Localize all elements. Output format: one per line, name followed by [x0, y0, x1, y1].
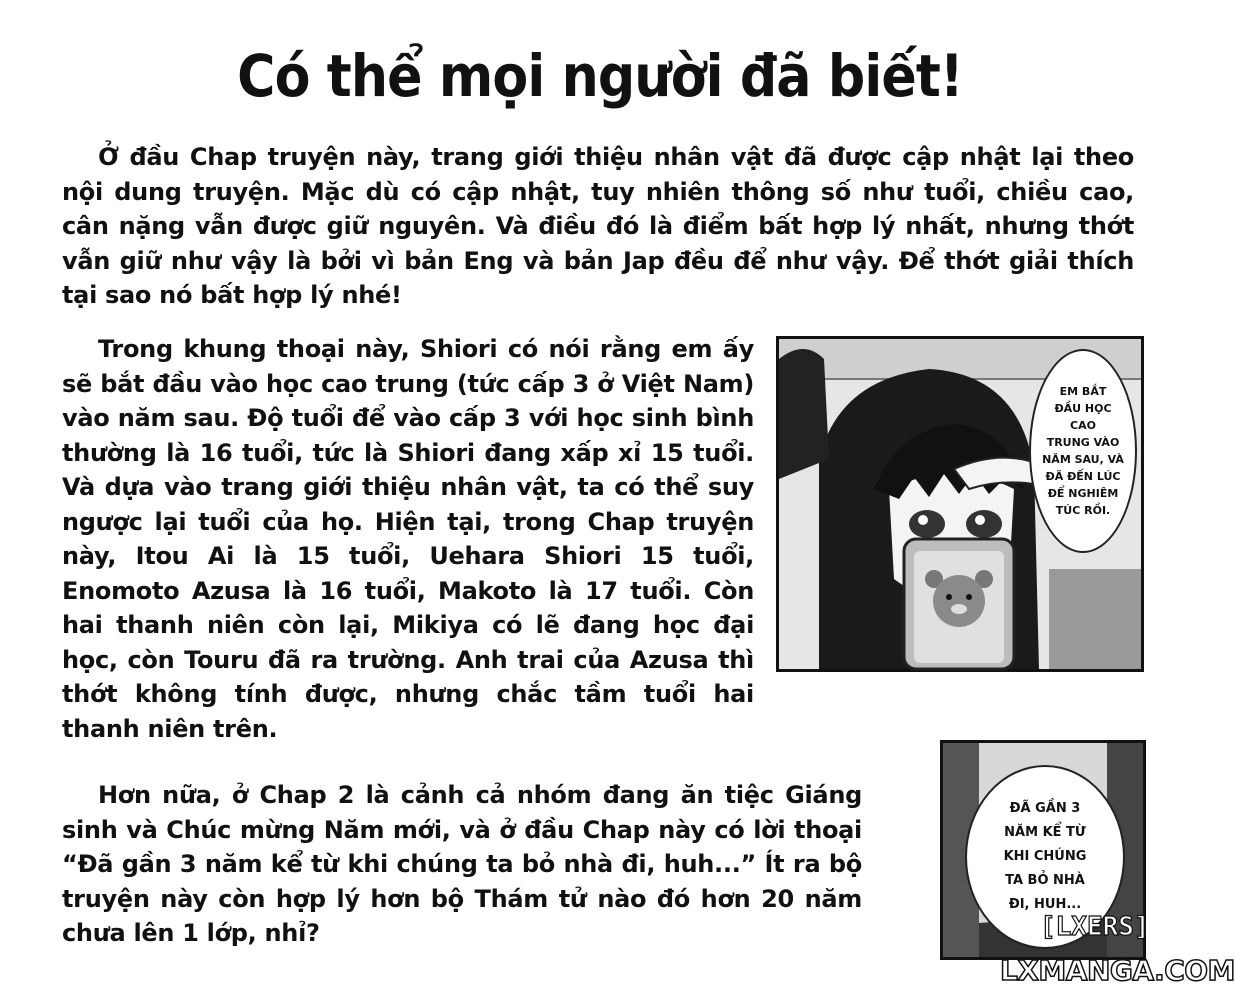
speech-bubble-shiori-text: EM BẮT ĐẦU HỌC CAO TRUNG VÀO NĂM SAU, VÀ ĐÃ ĐẾN LÚC ĐỂ NGHIÊM TÚC RỒI. — [1042, 385, 1124, 517]
paragraph-ages-text: Trong khung thoại này, Shiori có nói rằng em ấy sẽ bắt đầu vào học cao trung (tức cấp 3 ở Việt Nam) vào năm sau. Độ tuổi để vào cấp 3 với học sinh bình thường là 16 tuổi, tức là Shiori đang xấp xỉ 15 tuổi. Và dựa vào trang giới thiệu nhân vật, ta có thể suy ngược lại tuổi của họ. Hiện tại, trong Chap truyện này, Itou Ai là 15 tuổi, Uehara Shiori 15 tuổi, Enomoto Azusa là 16 tuổi, Makoto là 17 tuổi. Còn hai thanh niên còn lại, Mikiya có lẽ đang học đại học, còn Touru đã ra trường. Anh trai của Azusa thì thớt không tính được, nhưng chắc tầm tuổi hai thanh niên trên. — [62, 335, 754, 743]
paragraph-intro — [62, 140, 1134, 313]
manga-panel-shiori — [776, 336, 1144, 672]
paragraph-timeline-text: Hơn nữa, ở Chap 2 là cảnh cả nhóm đang ăn tiệc Giáng sinh và Chúc mừng Năm mới, và ở đầu Chap này có lời thoại “Đã gần 3 năm kể từ khi chúng ta bỏ nhà đi, huh...” Ít ra bộ truyện này còn hợp lý hơn bộ Thám tử nào đó hơn 20 năm chưa lên 1 lớp, nhỉ? — [62, 781, 862, 947]
speech-bubble-quote-text: ĐÃ GẦN 3 NĂM KỂ TỪ KHI CHÚNG TA BỎ NHÀ ĐI, HUH... — [1003, 801, 1087, 912]
site-watermark: LXMANGA.COM — [1000, 954, 1235, 987]
speech-bubble-shiori — [1029, 349, 1137, 553]
group-stamp: [LXERS] — [1040, 912, 1150, 942]
paragraph-timeline — [62, 778, 862, 951]
paragraph-ages — [62, 332, 754, 746]
paragraph-intro-text: Ở đầu Chap truyện này, trang giới thiệu nhân vật đã được cập nhật lại theo nội dung truyện. Mặc dù có cập nhật, tuy nhiên thông số như tuổi, chiều cao, cân nặng vẫn được giữ nguyên. Và điều đó là điểm bất hợp lý nhất, nhưng thớt vẫn giữ như vậy là bởi vì bản Eng và bản Jap đều để như vậy. Để thớt giải thích tại sao nó bất hợp lý nhé! — [62, 143, 1134, 309]
page-title: Có thể mọi người đã biết! — [237, 42, 963, 110]
